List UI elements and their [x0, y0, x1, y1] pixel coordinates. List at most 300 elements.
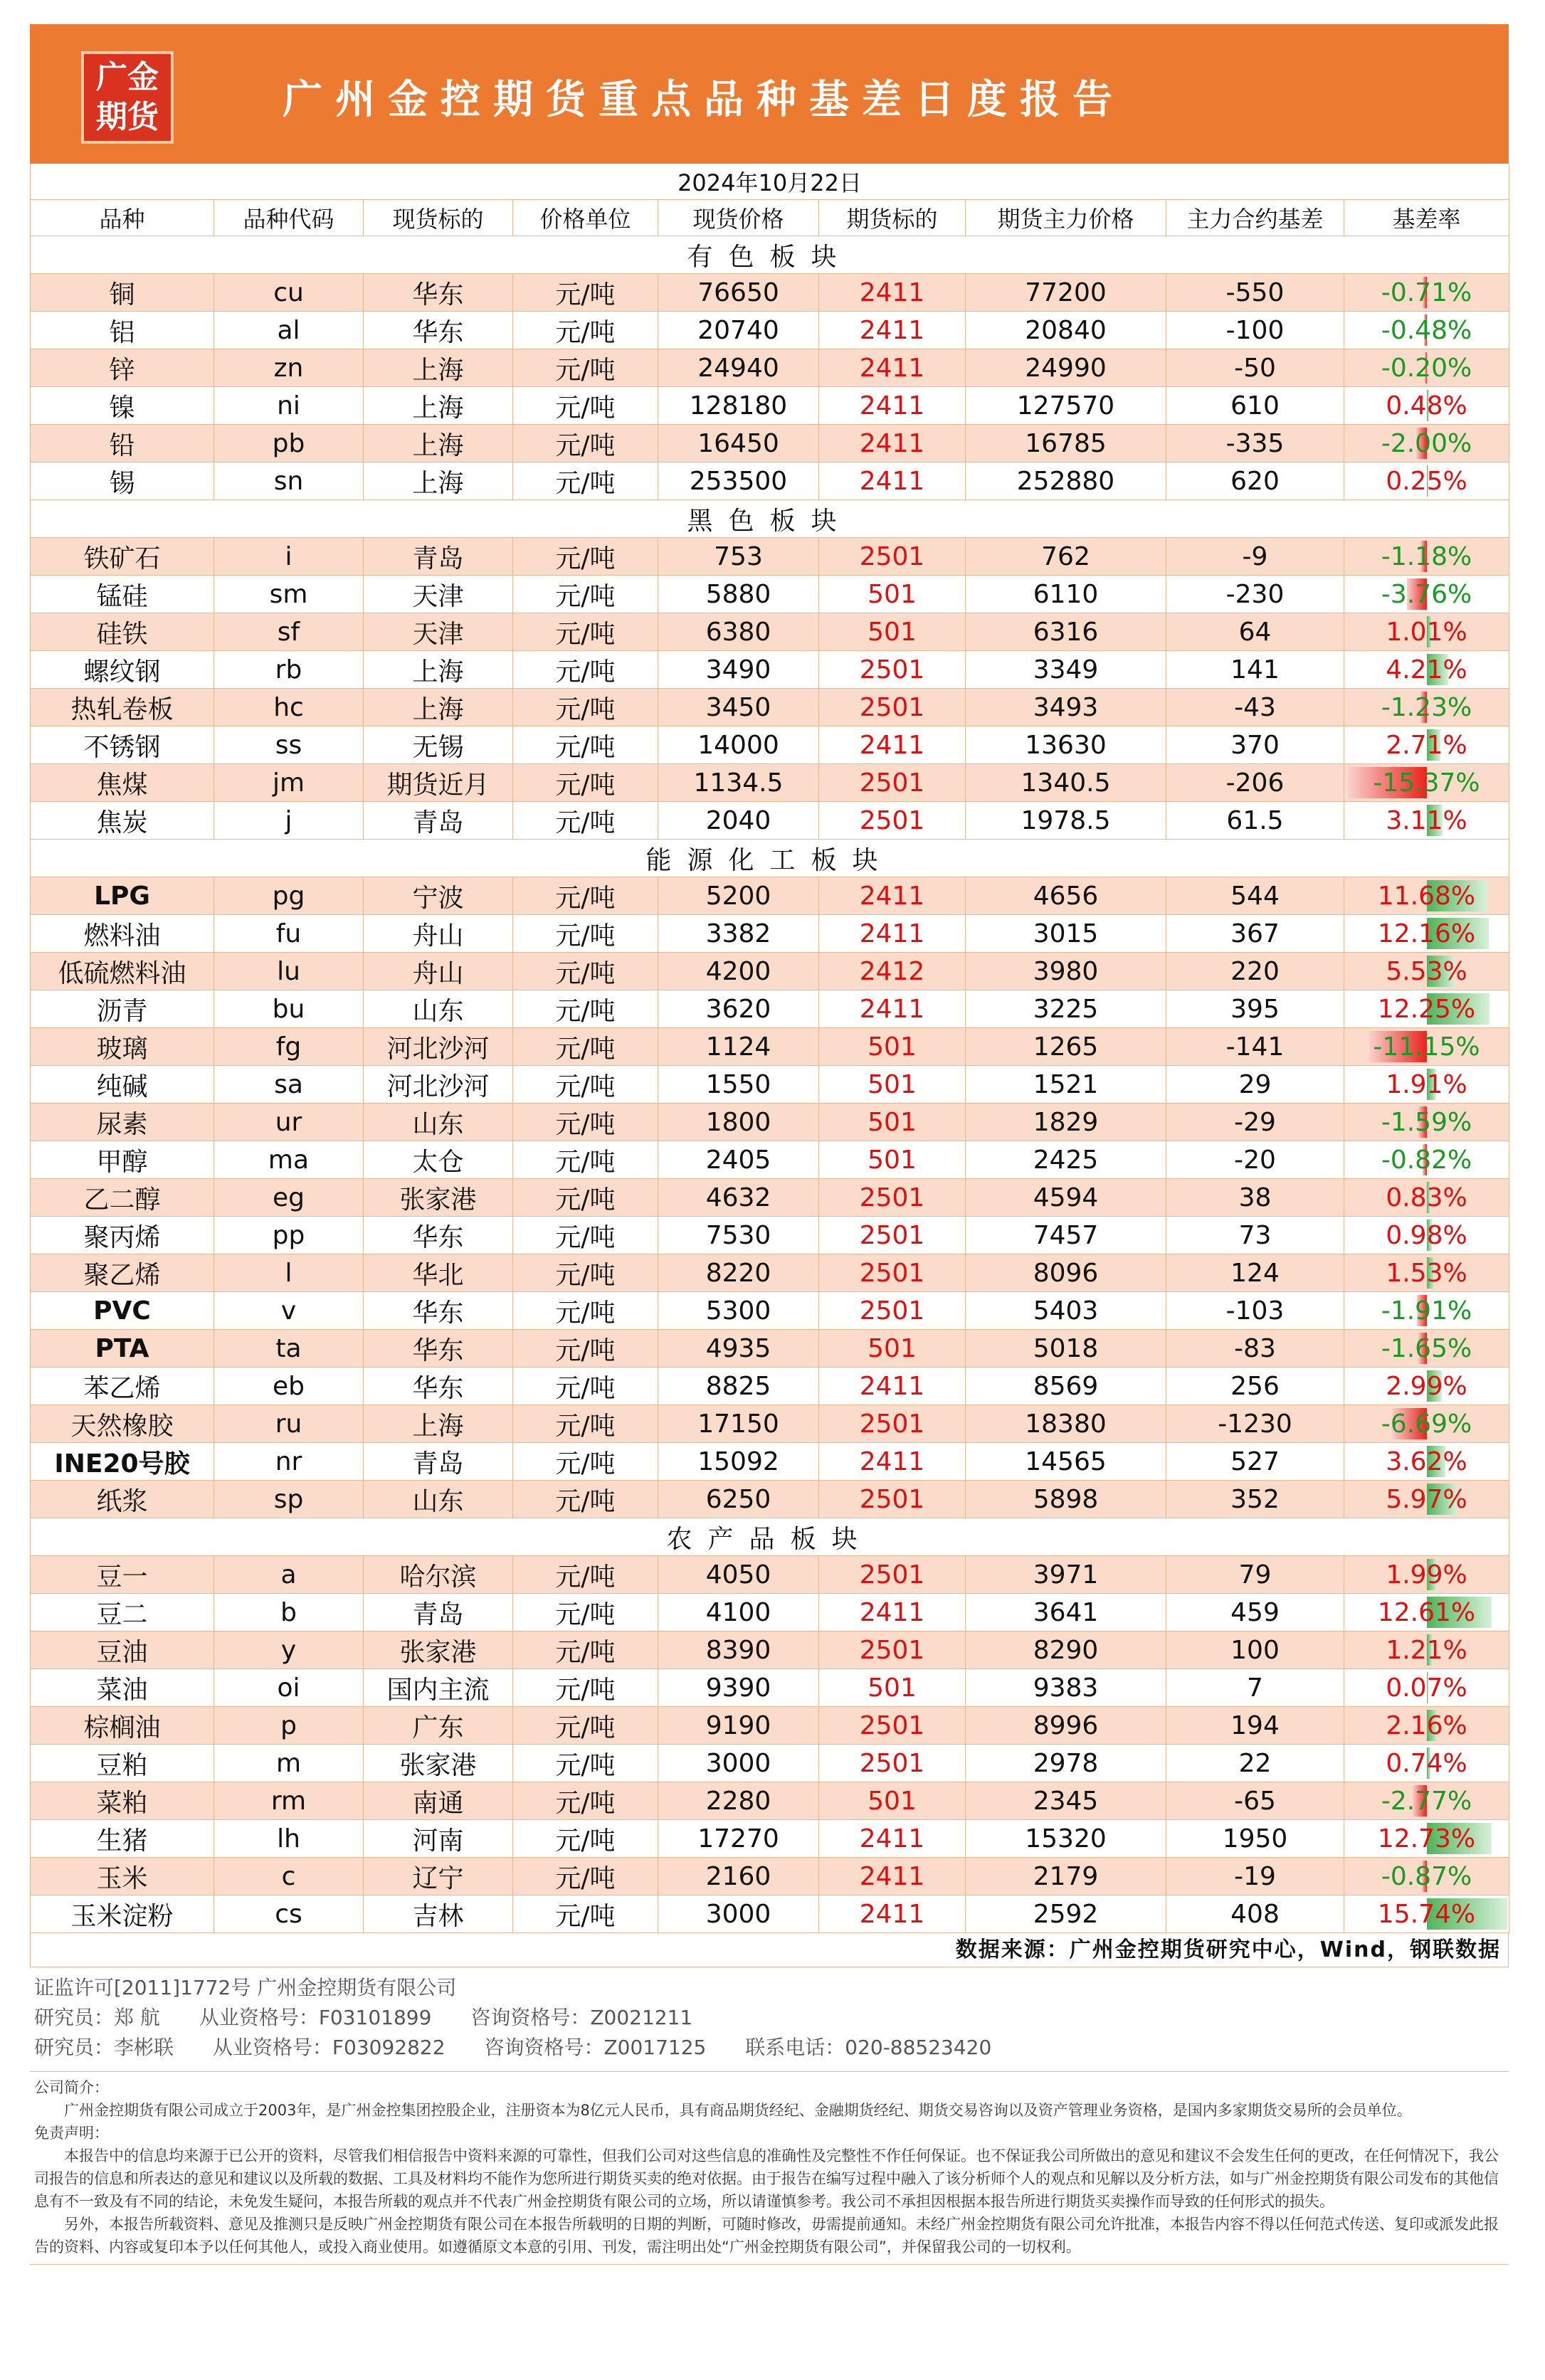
futures-contract: 2501 [819, 1481, 966, 1518]
basis-rate-cell [1344, 1217, 1509, 1254]
futures-contract: 501 [819, 1104, 966, 1141]
product-code: i [214, 538, 364, 576]
futures-contract: 2501 [819, 1745, 966, 1782]
section-header [31, 840, 1509, 877]
basis-value: 79 [1166, 1556, 1344, 1594]
table-row [31, 877, 1509, 915]
futures-price: 252880 [966, 462, 1166, 500]
basis-value: -43 [1166, 689, 1344, 726]
spot-benchmark: 上海 [364, 651, 513, 689]
spot-price: 3620 [658, 990, 819, 1028]
futures-price: 4656 [966, 877, 1166, 915]
basis-rate-cell [1344, 1481, 1509, 1518]
spot-price: 128180 [658, 387, 819, 425]
price-unit: 元/吨 [513, 387, 658, 425]
spot-price: 9390 [658, 1669, 819, 1707]
basis-rate-value: 0.25% [1386, 466, 1467, 496]
basis-rate-value: 0.74% [1386, 1748, 1467, 1778]
product-code: lu [214, 953, 364, 990]
price-unit: 元/吨 [513, 953, 658, 990]
basis-rate-cell [1344, 764, 1509, 802]
price-unit: 元/吨 [513, 726, 658, 764]
spot-benchmark: 上海 [364, 462, 513, 500]
basis-value: -29 [1166, 1104, 1344, 1141]
futures-price: 6110 [966, 576, 1166, 613]
basis-rate-value: 5.53% [1386, 956, 1467, 986]
basis-rate-cell [1344, 726, 1509, 764]
price-unit: 元/吨 [513, 1028, 658, 1066]
spot-price: 6380 [658, 613, 819, 651]
basis-rate-value: 1.53% [1386, 1258, 1467, 1288]
table-row [31, 462, 1509, 500]
basis-rate-value: -1.65% [1381, 1333, 1472, 1363]
basis-rate-cell [1344, 1556, 1509, 1594]
spot-benchmark: 华东 [364, 274, 513, 312]
product-code: bu [214, 990, 364, 1028]
basis-rate-cell [1344, 425, 1509, 462]
price-unit: 元/吨 [513, 1254, 658, 1292]
table-row [31, 274, 1509, 312]
basis-value: -206 [1166, 764, 1344, 802]
spot-price: 6250 [658, 1481, 819, 1518]
basis-rate-cell [1344, 802, 1509, 840]
product-name: 天然橡胶 [31, 1405, 214, 1443]
spot-benchmark: 国内主流 [364, 1669, 513, 1707]
table-row [31, 1594, 1509, 1631]
table-row [31, 1895, 1509, 1933]
spot-price: 24940 [658, 349, 819, 387]
futures-price: 127570 [966, 387, 1166, 425]
futures-contract: 2411 [819, 1594, 966, 1631]
table-row [31, 1858, 1509, 1895]
price-unit: 元/吨 [513, 651, 658, 689]
futures-price: 8096 [966, 1254, 1166, 1292]
table-row [31, 425, 1509, 462]
spot-benchmark: 上海 [364, 689, 513, 726]
price-unit: 元/吨 [513, 462, 658, 500]
basis-rate-cell [1344, 1066, 1509, 1104]
product-code: fg [214, 1028, 364, 1066]
price-unit: 元/吨 [513, 1066, 658, 1104]
futures-price: 8996 [966, 1707, 1166, 1745]
spot-benchmark: 宁波 [364, 877, 513, 915]
basis-rate-value: -15.37% [1373, 768, 1480, 798]
basis-value: -65 [1166, 1782, 1344, 1820]
price-unit: 元/吨 [513, 1217, 658, 1254]
table-row [31, 1368, 1509, 1405]
basis-rate-cell [1344, 1330, 1509, 1368]
spot-price: 3490 [658, 651, 819, 689]
basis-rate-value: -0.71% [1381, 277, 1472, 307]
report-title: 广州金控期货重点品种基差日度报告 [283, 77, 1125, 123]
futures-contract: 2411 [819, 915, 966, 953]
product-code: sa [214, 1066, 364, 1104]
price-unit: 元/吨 [513, 349, 658, 387]
product-code: sp [214, 1481, 364, 1518]
product-name: 锌 [31, 349, 214, 387]
product-code: ru [214, 1405, 364, 1443]
basis-rate-value: -11.15% [1373, 1032, 1480, 1062]
basis-rate-cell [1344, 953, 1509, 990]
basis-value: 620 [1166, 462, 1344, 500]
spot-price: 4100 [658, 1594, 819, 1631]
basis-rate-cell [1344, 538, 1509, 576]
product-name: 焦炭 [31, 802, 214, 840]
basis-value: -141 [1166, 1028, 1344, 1066]
basis-value: -20 [1166, 1141, 1344, 1179]
table-row [31, 1443, 1509, 1481]
company-intro: 广州金控期货有限公司成立于2003年，是广州金控集团控股企业，注册资本为8亿元人民币，具有商品期货经纪、金融期货经纪、期货交易咨询以及资产管理业务资格，是国内多家期货交易所的会员单位。 [64, 2102, 1412, 2119]
basis-rate-value: 1.91% [1386, 1069, 1467, 1099]
basis-value: 256 [1166, 1368, 1344, 1405]
section-header [31, 500, 1509, 538]
price-unit: 元/吨 [513, 1292, 658, 1330]
futures-price: 3493 [966, 689, 1166, 726]
futures-price: 3971 [966, 1556, 1166, 1594]
futures-price: 20840 [966, 312, 1166, 349]
futures-contract: 2411 [819, 1820, 966, 1858]
price-unit: 元/吨 [513, 576, 658, 613]
table-row [31, 764, 1509, 802]
spot-price: 1124 [658, 1028, 819, 1066]
column-header: 现货价格 [658, 200, 819, 236]
table-row [31, 312, 1509, 349]
price-unit: 元/吨 [513, 1556, 658, 1594]
basis-value: 29 [1166, 1066, 1344, 1104]
spot-benchmark: 哈尔滨 [364, 1556, 513, 1594]
spot-benchmark: 华东 [364, 1368, 513, 1405]
table-row [31, 1141, 1509, 1179]
product-name: 玻璃 [31, 1028, 214, 1066]
company-intro-title: 公司简介： [34, 2079, 109, 2096]
product-name: 聚丙烯 [31, 1217, 214, 1254]
spot-price: 4050 [658, 1556, 819, 1594]
basis-rate-cell [1344, 1141, 1509, 1179]
researcher-1-consult: 咨询资格号：Z0021211 [470, 2006, 693, 2029]
report [30, 24, 1509, 2265]
basis-rate-value: -1.59% [1381, 1107, 1472, 1137]
price-unit: 元/吨 [513, 1631, 658, 1669]
product-name: 铅 [31, 425, 214, 462]
report-header [30, 24, 1509, 164]
disclaimer-title: 免责声明： [34, 2125, 109, 2142]
product-name: 热轧卷板 [31, 689, 214, 726]
futures-contract: 2501 [819, 538, 966, 576]
basis-value: -103 [1166, 1292, 1344, 1330]
product-name: 不锈钢 [31, 726, 214, 764]
product-code: pb [214, 425, 364, 462]
futures-contract: 501 [819, 1028, 966, 1066]
product-code: a [214, 1556, 364, 1594]
spot-price: 1134.5 [658, 764, 819, 802]
product-code: p [214, 1707, 364, 1745]
price-unit: 元/吨 [513, 1707, 658, 1745]
basis-value: 610 [1166, 387, 1344, 425]
spot-benchmark: 无锡 [364, 726, 513, 764]
spot-price: 8825 [658, 1368, 819, 1405]
futures-contract: 2501 [819, 1631, 966, 1669]
basis-value: 194 [1166, 1707, 1344, 1745]
product-name: 豆油 [31, 1631, 214, 1669]
table-row [31, 689, 1509, 726]
price-unit: 元/吨 [513, 425, 658, 462]
product-name: 纸浆 [31, 1481, 214, 1518]
product-name: LPG [31, 877, 214, 915]
basis-value: -100 [1166, 312, 1344, 349]
spot-benchmark: 上海 [364, 387, 513, 425]
price-unit: 元/吨 [513, 990, 658, 1028]
product-code: m [214, 1745, 364, 1782]
spot-price: 253500 [658, 462, 819, 500]
spot-price: 1800 [658, 1104, 819, 1141]
futures-price: 3980 [966, 953, 1166, 990]
futures-price: 5403 [966, 1292, 1166, 1330]
table-row [31, 1782, 1509, 1820]
basis-value: -550 [1166, 274, 1344, 312]
futures-contract: 2411 [819, 1858, 966, 1895]
futures-contract: 501 [819, 1782, 966, 1820]
product-name: 聚乙烯 [31, 1254, 214, 1292]
spot-benchmark: 上海 [364, 1405, 513, 1443]
table-row [31, 1405, 1509, 1443]
basis-rate-value: 0.98% [1386, 1220, 1467, 1250]
price-unit: 元/吨 [513, 1179, 658, 1217]
spot-benchmark: 吉林 [364, 1895, 513, 1933]
license-line: 证监许可[2011]1772号 广州金控期货有限公司 [34, 1976, 457, 1999]
price-unit: 元/吨 [513, 1405, 658, 1443]
spot-price: 17270 [658, 1820, 819, 1858]
table-row [31, 1707, 1509, 1745]
spot-price: 7530 [658, 1217, 819, 1254]
product-name: 铁矿石 [31, 538, 214, 576]
product-name: 纯碱 [31, 1066, 214, 1104]
futures-contract: 501 [819, 1066, 966, 1104]
table-row [31, 990, 1509, 1028]
product-code: sf [214, 613, 364, 651]
futures-contract: 2411 [819, 877, 966, 915]
price-unit: 元/吨 [513, 312, 658, 349]
futures-price: 5898 [966, 1481, 1166, 1518]
researcher-2-qual: 从业资格号：F03092822 [212, 2036, 445, 2059]
basis-rate-cell [1344, 1707, 1509, 1745]
futures-price: 1265 [966, 1028, 1166, 1066]
product-code: l [214, 1254, 364, 1292]
basis-rate-cell [1344, 689, 1509, 726]
spot-benchmark: 河北沙河 [364, 1028, 513, 1066]
basis-value: -9 [1166, 538, 1344, 576]
spot-benchmark: 天津 [364, 613, 513, 651]
spot-benchmark: 山东 [364, 990, 513, 1028]
spot-price: 76650 [658, 274, 819, 312]
basis-rate-value: 12.25% [1377, 994, 1476, 1024]
company-info [30, 1973, 1509, 2063]
product-name: 乙二醇 [31, 1179, 214, 1217]
futures-price: 77200 [966, 274, 1166, 312]
column-header: 品种代码 [214, 200, 364, 236]
product-name: 锡 [31, 462, 214, 500]
disclaimer-paragraph-2: 另外，本报告所载资料、意见及推测只是反映广州金控期货有限公司在本报告所载明的日期的判断，可随时修改，毋需提前通知。未经广州金控期货有限公司允许批准，本报告内容不得以任何范式传送、复印或派发此报告的资料、内容或复印本予以任何其他人，或投入商业使用。如遵循原文本意的引用、刊发，需注明出处“广州金控期货有限公司”，并保留我公司的一切权利。 [34, 2216, 1499, 2255]
basis-rate-cell [1344, 1443, 1509, 1481]
product-code: rb [214, 651, 364, 689]
basis-rate-cell [1344, 1669, 1509, 1707]
price-unit: 元/吨 [513, 1858, 658, 1895]
futures-price: 1978.5 [966, 802, 1166, 840]
basis-rate-value: 11.68% [1377, 881, 1476, 911]
product-code: v [214, 1292, 364, 1330]
basis-value: 370 [1166, 726, 1344, 764]
product-code: ss [214, 726, 364, 764]
futures-contract: 501 [819, 576, 966, 613]
basis-value: -230 [1166, 576, 1344, 613]
basis-table [30, 164, 1509, 1933]
basis-rate-value: 2.99% [1386, 1371, 1467, 1401]
futures-price: 3349 [966, 651, 1166, 689]
basis-rate-cell [1344, 1594, 1509, 1631]
table-row [31, 1330, 1509, 1368]
basis-rate-cell [1344, 1782, 1509, 1820]
basis-value: 73 [1166, 1217, 1344, 1254]
product-code: ma [214, 1141, 364, 1179]
product-code: rm [214, 1782, 364, 1820]
spot-price: 16450 [658, 425, 819, 462]
basis-rate-cell [1344, 274, 1509, 312]
product-name: 铜 [31, 274, 214, 312]
basis-rate-cell [1344, 613, 1509, 651]
spot-price: 4632 [658, 1179, 819, 1217]
spot-benchmark: 上海 [364, 425, 513, 462]
product-code: hc [214, 689, 364, 726]
futures-contract: 2501 [819, 689, 966, 726]
researcher-2 [34, 2033, 1509, 2063]
product-code: oi [214, 1669, 364, 1707]
basis-rate-cell [1344, 1254, 1509, 1292]
section-title: 农产品板块 [31, 1518, 1509, 1556]
basis-rate-value: 2.16% [1386, 1710, 1467, 1740]
basis-rate-cell [1344, 990, 1509, 1028]
price-unit: 元/吨 [513, 613, 658, 651]
basis-rate-value: -0.48% [1381, 315, 1472, 345]
basis-rate-value: 3.11% [1386, 805, 1467, 835]
futures-price: 1829 [966, 1104, 1166, 1141]
product-code: cs [214, 1895, 364, 1933]
table-row [31, 953, 1509, 990]
price-unit: 元/吨 [513, 1820, 658, 1858]
product-name: 豆粕 [31, 1745, 214, 1782]
basis-rate-cell [1344, 1292, 1509, 1330]
price-unit: 元/吨 [513, 1745, 658, 1782]
basis-value: 7 [1166, 1669, 1344, 1707]
table-row [31, 538, 1509, 576]
futures-contract: 2411 [819, 1368, 966, 1405]
spot-price: 5880 [658, 576, 819, 613]
data-source: 数据来源：广州金控期货研究中心，Wind，钢联数据 [30, 1933, 1509, 1967]
futures-price: 8569 [966, 1368, 1166, 1405]
futures-contract: 2411 [819, 274, 966, 312]
basis-rate-cell [1344, 915, 1509, 953]
basis-value: 124 [1166, 1254, 1344, 1292]
basis-rate-value: 1.99% [1386, 1560, 1467, 1590]
basis-rate-value: -6.69% [1381, 1409, 1472, 1439]
product-code: zn [214, 349, 364, 387]
table-row [31, 613, 1509, 651]
table-row [31, 1254, 1509, 1292]
basis-rate-cell [1344, 312, 1509, 349]
futures-contract: 501 [819, 1330, 966, 1368]
table-row [31, 1745, 1509, 1782]
price-unit: 元/吨 [513, 538, 658, 576]
basis-value: 141 [1166, 651, 1344, 689]
futures-contract: 2501 [819, 1254, 966, 1292]
futures-price: 3225 [966, 990, 1166, 1028]
futures-price: 3641 [966, 1594, 1166, 1631]
product-name: 镍 [31, 387, 214, 425]
basis-value: 395 [1166, 990, 1344, 1028]
basis-value: -19 [1166, 1858, 1344, 1895]
table-row [31, 1066, 1509, 1104]
spot-price: 1550 [658, 1066, 819, 1104]
table-row [31, 1179, 1509, 1217]
table-row [31, 349, 1509, 387]
product-name: 甲醇 [31, 1141, 214, 1179]
price-unit: 元/吨 [513, 1141, 658, 1179]
spot-benchmark: 青岛 [364, 802, 513, 840]
basis-value: 527 [1166, 1443, 1344, 1481]
spot-price: 3000 [658, 1895, 819, 1933]
futures-contract: 2411 [819, 425, 966, 462]
futures-contract: 2412 [819, 953, 966, 990]
basis-rate-cell [1344, 349, 1509, 387]
spot-price: 2160 [658, 1858, 819, 1895]
section-header [31, 236, 1509, 274]
table-row [31, 1028, 1509, 1066]
column-header: 基差率 [1344, 200, 1509, 236]
spot-benchmark: 河南 [364, 1820, 513, 1858]
basis-rate-cell [1344, 576, 1509, 613]
spot-benchmark: 华东 [364, 1292, 513, 1330]
product-name: 玉米淀粉 [31, 1895, 214, 1933]
table-row [31, 1669, 1509, 1707]
spot-price: 15092 [658, 1443, 819, 1481]
spot-benchmark: 辽宁 [364, 1858, 513, 1895]
basis-rate-value: -0.87% [1381, 1861, 1472, 1891]
basis-rate-value: 1.21% [1386, 1635, 1467, 1665]
spot-price: 2405 [658, 1141, 819, 1179]
table-row [31, 1217, 1509, 1254]
futures-contract: 2501 [819, 651, 966, 689]
product-name: 豆二 [31, 1594, 214, 1631]
table-header [31, 200, 1509, 236]
product-name: 锰硅 [31, 576, 214, 613]
futures-price: 14565 [966, 1443, 1166, 1481]
futures-price: 2425 [966, 1141, 1166, 1179]
researcher-1-name: 研究员：郑 航 [34, 2006, 160, 2029]
product-code: j [214, 802, 364, 840]
futures-contract: 2411 [819, 1895, 966, 1933]
table-row [31, 651, 1509, 689]
product-code: pp [214, 1217, 364, 1254]
basis-rate-value: 0.48% [1386, 391, 1467, 421]
basis-rate-cell [1344, 1028, 1509, 1066]
table-row [31, 1481, 1509, 1518]
futures-price: 1340.5 [966, 764, 1166, 802]
basis-rate-value: -0.20% [1381, 353, 1472, 383]
spot-benchmark: 华东 [364, 312, 513, 349]
spot-price: 8390 [658, 1631, 819, 1669]
futures-contract: 2411 [819, 462, 966, 500]
product-name: 玉米 [31, 1858, 214, 1895]
column-header: 价格单位 [513, 200, 658, 236]
spot-price: 14000 [658, 726, 819, 764]
